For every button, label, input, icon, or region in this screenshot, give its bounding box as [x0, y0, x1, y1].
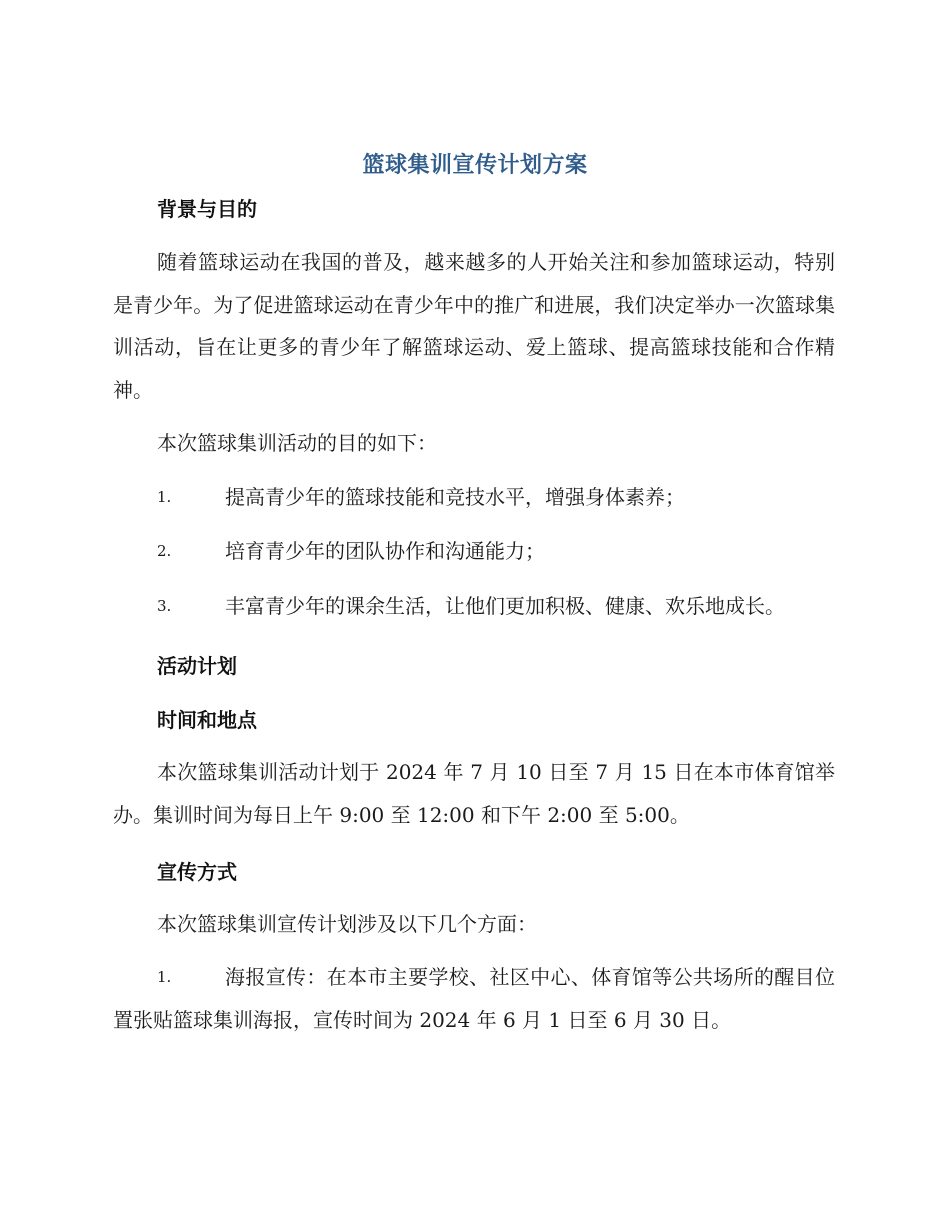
goal-item-3: [113, 592, 835, 620]
list-text: 海报宣传：在本市主要学校、社区中心、体育馆等公共场所的醒目位置张贴篮球集训海报，宣传时间为 2024 年 6 月 1 日至 6 月 30 日。: [113, 965, 835, 1032]
list-number: 1.: [157, 488, 172, 506]
heading-plan: 活动计划: [157, 654, 237, 678]
list-number: 3.: [157, 597, 172, 615]
paragraph-background: 随着篮球运动在我国的普及，越来越多的人开始关注和参加篮球运动，特别是青少年。为了促进篮球运动在青少年中的推广和进展，我们决定举办一次篮球集训活动，旨在让更多的青少年了解篮球运动、爱上篮球、提高篮球技能和合作精神。: [113, 250, 835, 402]
heading-promotion: 宣传方式: [157, 860, 237, 884]
goals-intro: 本次篮球集训活动的目的如下：: [157, 431, 437, 455]
promotion-item-1: [113, 956, 835, 1041]
list-text: 丰富青少年的课余生活，让他们更加积极、健康、欢乐地成长。: [225, 594, 785, 618]
paragraph-time-place: 本次篮球集训活动计划于 2024 年 7 月 10 日至 7 月 15 日在本市体育馆举办。集训时间为每日上午 9:00 至 12:00 和下午 2:00 至 5:00。: [113, 760, 835, 827]
list-text: 提高青少年的篮球技能和竞技水平，增强身体素养；: [225, 485, 685, 509]
heading-background: 背景与目的: [157, 197, 257, 221]
document-title: 篮球集训宣传计划方案: [362, 153, 588, 178]
goal-item-2: [113, 537, 835, 565]
list-number: 1.: [157, 968, 172, 986]
promotion-intro: 本次篮球集训宣传计划涉及以下几个方面：: [157, 912, 537, 936]
heading-time-place: 时间和地点: [157, 708, 257, 732]
goal-item-1: [113, 483, 835, 511]
list-text: 培育青少年的团队协作和沟通能力；: [225, 539, 545, 563]
list-number: 2.: [157, 542, 172, 560]
